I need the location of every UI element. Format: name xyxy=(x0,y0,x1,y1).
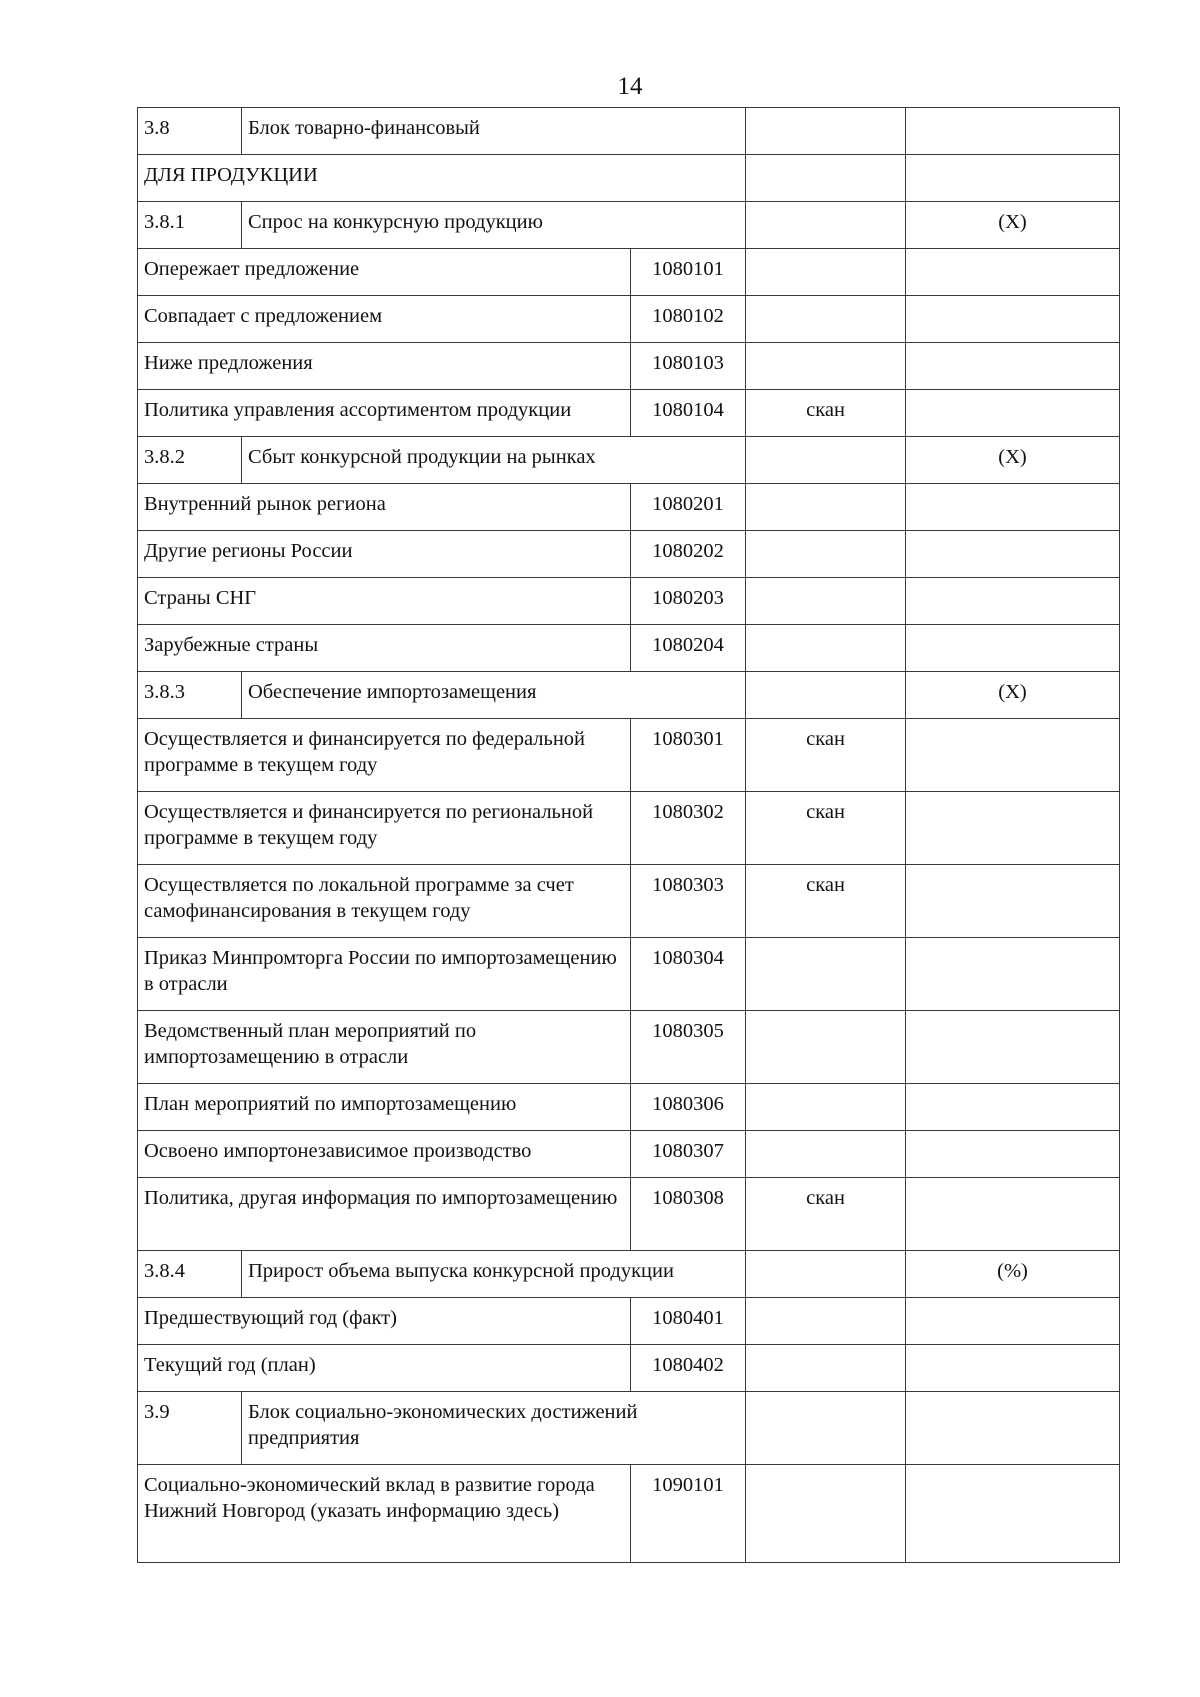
table-row xyxy=(138,1011,1120,1084)
section-row xyxy=(138,1251,1120,1298)
value-cell[interactable] xyxy=(906,1131,1120,1178)
item-code: 1080303 xyxy=(631,865,746,938)
mark-cell xyxy=(746,625,906,672)
section-title: Спрос на конкурсную продукцию xyxy=(242,202,746,249)
heading-row xyxy=(138,155,1120,202)
item-code: 1080202 xyxy=(631,531,746,578)
section-row xyxy=(138,108,1120,155)
mark-cell xyxy=(746,437,906,484)
value-cell[interactable] xyxy=(906,531,1120,578)
item-code: 1080302 xyxy=(631,792,746,865)
section-number: 3.9 xyxy=(138,1392,242,1465)
section-row xyxy=(138,202,1120,249)
section-title: Обеспечение импортозамещения xyxy=(242,672,746,719)
mark-cell xyxy=(746,249,906,296)
item-code: 1080204 xyxy=(631,625,746,672)
item-code: 1080104 xyxy=(631,390,746,437)
item-code: 1080401 xyxy=(631,1298,746,1345)
item-label: Социально-экономический вклад в развитие города Нижний Новгород (указать информацию здесь) xyxy=(138,1465,631,1563)
mark-cell xyxy=(746,1011,906,1084)
unit-cell xyxy=(906,108,1120,155)
value-cell[interactable] xyxy=(906,938,1120,1011)
value-cell[interactable] xyxy=(906,625,1120,672)
value-cell[interactable] xyxy=(906,792,1120,865)
mark-cell xyxy=(746,484,906,531)
section-row xyxy=(138,1392,1120,1465)
section-number: 3.8.2 xyxy=(138,437,242,484)
mark-cell xyxy=(746,1298,906,1345)
value-cell[interactable] xyxy=(906,1084,1120,1131)
item-code: 1080301 xyxy=(631,719,746,792)
scan-mark: скан xyxy=(746,1178,906,1251)
section-number: 3.8.1 xyxy=(138,202,242,249)
value-cell[interactable] xyxy=(906,390,1120,437)
section-row xyxy=(138,437,1120,484)
table-row xyxy=(138,296,1120,343)
item-label: Предшествующий год (факт) xyxy=(138,1298,631,1345)
item-code: 1080102 xyxy=(631,296,746,343)
section-title: Блок социально-экономических достижений предприятия xyxy=(242,1392,746,1465)
value-cell[interactable] xyxy=(906,343,1120,390)
table-row xyxy=(138,1345,1120,1392)
table-row xyxy=(138,578,1120,625)
mark-cell xyxy=(746,155,906,202)
item-code: 1080307 xyxy=(631,1131,746,1178)
value-cell[interactable] xyxy=(906,865,1120,938)
item-label: Осуществляется и финансируется по федеральной программе в текущем году xyxy=(138,719,631,792)
mark-cell xyxy=(746,531,906,578)
item-label: Освоено импортонезависимое производство xyxy=(138,1131,631,1178)
item-code: 1080306 xyxy=(631,1084,746,1131)
value-cell[interactable] xyxy=(906,296,1120,343)
item-code: 1080305 xyxy=(631,1011,746,1084)
item-label: Опережает предложение xyxy=(138,249,631,296)
unit-cell: (X) xyxy=(906,202,1120,249)
unit-cell: (X) xyxy=(906,672,1120,719)
item-label: Совпадает с предложением xyxy=(138,296,631,343)
item-code: 1080308 xyxy=(631,1178,746,1251)
section-number: 3.8.4 xyxy=(138,1251,242,1298)
section-title: Блок товарно-финансовый xyxy=(242,108,746,155)
value-cell[interactable] xyxy=(906,1298,1120,1345)
table-row xyxy=(138,1131,1120,1178)
mark-cell xyxy=(746,1465,906,1563)
scan-mark: скан xyxy=(746,390,906,437)
scan-mark: скан xyxy=(746,792,906,865)
item-label: Страны СНГ xyxy=(138,578,631,625)
table-row xyxy=(138,1465,1120,1563)
value-cell[interactable] xyxy=(906,578,1120,625)
form-table xyxy=(137,107,1120,1563)
value-cell[interactable] xyxy=(906,249,1120,296)
value-cell[interactable] xyxy=(906,719,1120,792)
table-row xyxy=(138,249,1120,296)
item-label: Зарубежные страны xyxy=(138,625,631,672)
section-number: 3.8 xyxy=(138,108,242,155)
item-code: 1080103 xyxy=(631,343,746,390)
item-label: Осуществляется и финансируется по региональной программе в текущем году xyxy=(138,792,631,865)
mark-cell xyxy=(746,1131,906,1178)
scan-mark: скан xyxy=(746,719,906,792)
mark-cell xyxy=(746,672,906,719)
value-cell[interactable] xyxy=(906,1345,1120,1392)
table-row xyxy=(138,938,1120,1011)
item-label: Текущий год (план) xyxy=(138,1345,631,1392)
table-row xyxy=(138,343,1120,390)
item-label: Ведомственный план мероприятий по импортозамещению в отрасли xyxy=(138,1011,631,1084)
item-code: 1090101 xyxy=(631,1465,746,1563)
table-row xyxy=(138,719,1120,792)
item-code: 1080304 xyxy=(631,938,746,1011)
section-title: Сбыт конкурсной продукции на рынках xyxy=(242,437,746,484)
section-title: Прирост объема выпуска конкурсной продукции xyxy=(242,1251,746,1298)
scan-mark: скан xyxy=(746,865,906,938)
mark-cell xyxy=(746,1084,906,1131)
section-row xyxy=(138,672,1120,719)
unit-cell: (%) xyxy=(906,1251,1120,1298)
unit-cell xyxy=(906,1392,1120,1465)
value-cell[interactable] xyxy=(906,484,1120,531)
value-cell[interactable] xyxy=(906,1011,1120,1084)
mark-cell xyxy=(746,578,906,625)
table-row xyxy=(138,1178,1120,1251)
item-label: Политика управления ассортиментом продукции xyxy=(138,390,631,437)
item-code: 1080101 xyxy=(631,249,746,296)
item-label: Приказ Минпромторга России по импортозамещению в отрасли xyxy=(138,938,631,1011)
unit-cell: (X) xyxy=(906,437,1120,484)
value-cell[interactable] xyxy=(906,1465,1120,1563)
mark-cell xyxy=(746,296,906,343)
item-code: 1080402 xyxy=(631,1345,746,1392)
table-row xyxy=(138,865,1120,938)
mark-cell xyxy=(746,202,906,249)
mark-cell xyxy=(746,938,906,1011)
value-cell[interactable] xyxy=(906,155,1120,202)
table-row xyxy=(138,484,1120,531)
table-row xyxy=(138,390,1120,437)
mark-cell xyxy=(746,1251,906,1298)
table-row xyxy=(138,1084,1120,1131)
table-row xyxy=(138,531,1120,578)
heading-text: ДЛЯ ПРОДУКЦИИ xyxy=(138,155,746,202)
table-row xyxy=(138,792,1120,865)
item-label: Ниже предложения xyxy=(138,343,631,390)
item-label: Осуществляется по локальной программе за счет самофинансирования в текущем году xyxy=(138,865,631,938)
table-row xyxy=(138,1298,1120,1345)
item-label: План мероприятий по импортозамещению xyxy=(138,1084,631,1131)
item-label: Другие регионы России xyxy=(138,531,631,578)
item-code: 1080203 xyxy=(631,578,746,625)
mark-cell xyxy=(746,1392,906,1465)
item-code: 1080201 xyxy=(631,484,746,531)
mark-cell xyxy=(746,343,906,390)
mark-cell xyxy=(746,1345,906,1392)
section-number: 3.8.3 xyxy=(138,672,242,719)
item-label: Политика, другая информация по импортозамещению xyxy=(138,1178,631,1251)
value-cell[interactable] xyxy=(906,1178,1120,1251)
mark-cell xyxy=(746,108,906,155)
table-row xyxy=(138,625,1120,672)
page-number: 14 xyxy=(617,73,643,100)
item-label: Внутренний рынок региона xyxy=(138,484,631,531)
